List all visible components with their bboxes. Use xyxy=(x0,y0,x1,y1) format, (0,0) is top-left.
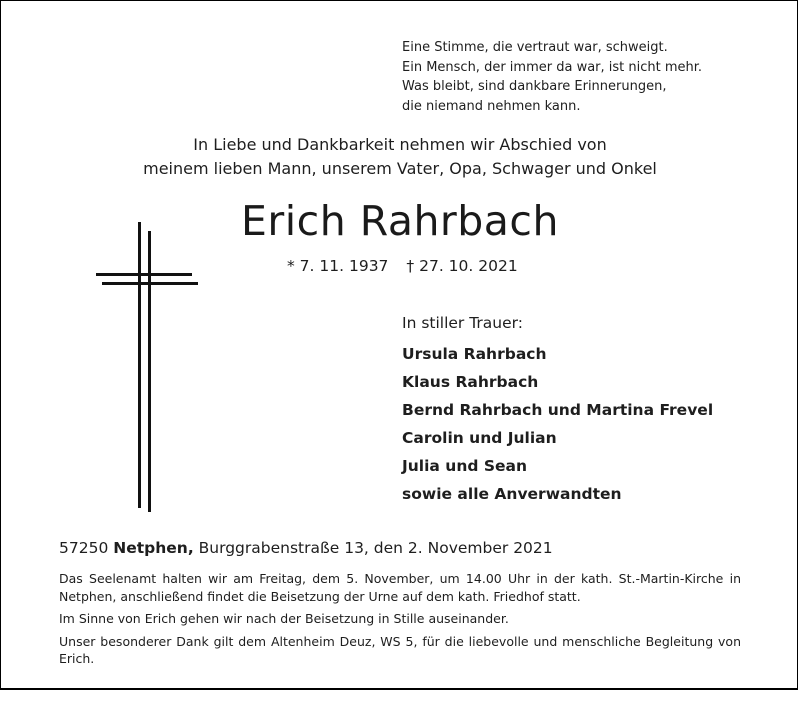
birth-date: * 7. 11. 1937 xyxy=(287,257,389,275)
notice-thanks: Unser besonderer Dank gilt dem Altenheim Deuz, WS 5, für die liebevolle und menschliche Begleitung von Erich. xyxy=(59,633,741,666)
intro-line-2: meinem lieben Mann, unserem Vater, Opa, Schwager und Onkel xyxy=(143,159,657,178)
notice-silence: Im Sinne von Erich gehen wir nach der Beisetzung in Stille auseinander. xyxy=(59,611,509,626)
cross-icon xyxy=(94,222,200,512)
poem-line: die niemand nehmen kann. xyxy=(402,98,581,114)
mourner-name: sowie alle Anverwandten xyxy=(402,485,622,503)
poem-line: Ein Mensch, der immer da war, ist nicht mehr. xyxy=(402,59,703,75)
place-and-date xyxy=(59,537,553,559)
poem-line: Eine Stimme, die vertraut war, schweigt. xyxy=(402,40,668,55)
notices xyxy=(59,570,741,673)
mourner-name: Ursula Rahrbach xyxy=(402,345,547,363)
city: Netphen, xyxy=(113,539,194,557)
death-date: † 27. 10. 2021 xyxy=(406,257,518,275)
mourners-list xyxy=(402,312,713,508)
mourner-name: Carolin und Julian xyxy=(402,429,557,447)
mourners-label: In stiller Trauer: xyxy=(402,314,523,332)
poem-line: Was bleibt, sind dankbare Erinnerungen, xyxy=(402,79,667,94)
mourner-name: Klaus Rahrbach xyxy=(402,373,539,391)
intro-text xyxy=(0,133,800,181)
deceased-name: Erich Rahrbach xyxy=(241,197,559,245)
zip-code: 57250 xyxy=(59,539,109,557)
mourner-name: Bernd Rahrbach und Martina Frevel xyxy=(402,401,714,419)
mourner-name: Julia und Sean xyxy=(402,457,528,475)
life-dates xyxy=(287,255,518,277)
intro-line-1: In Liebe und Dankbarkeit nehmen wir Abschied von xyxy=(193,135,607,154)
notice-funeral-mass: Das Seelenamt halten wir am Freitag, dem 5. November, um 14.00 Uhr in der kath. St.-Martin-Kirche in Netphen, anschließend findet die Beisetzung der Urne auf dem kath. Friedhof statt. xyxy=(59,571,741,604)
address-date: Burggrabenstraße 13, den 2. November 2021 xyxy=(198,539,553,557)
poem xyxy=(402,38,702,116)
